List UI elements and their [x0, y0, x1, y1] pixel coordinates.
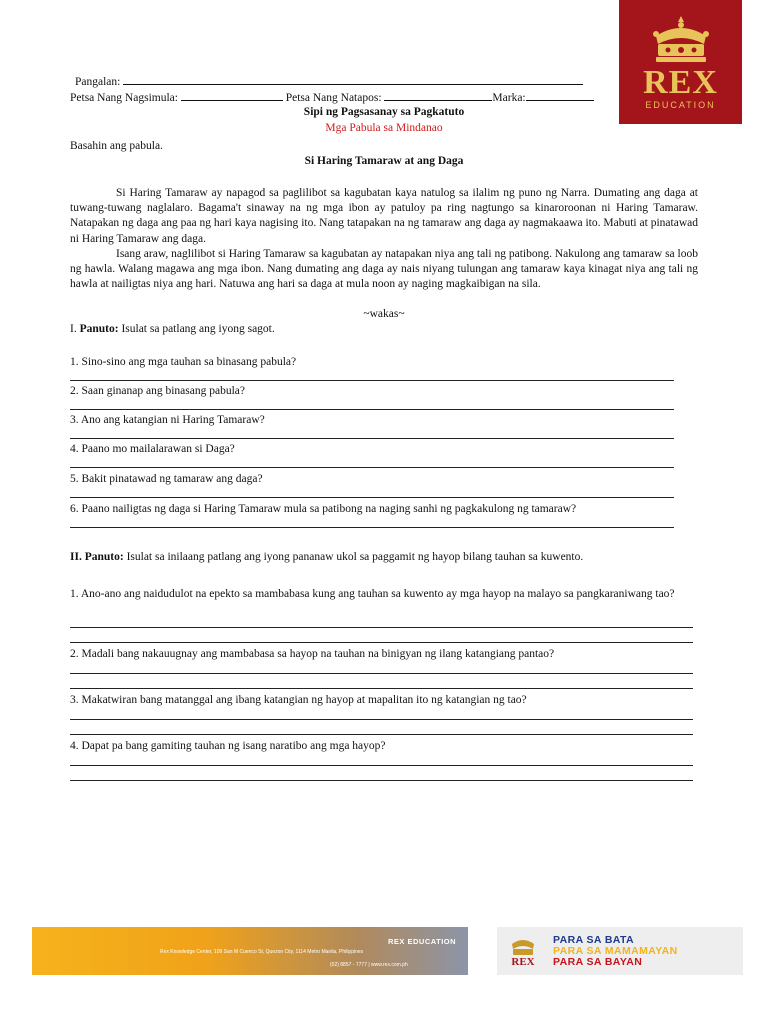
answer-line[interactable] — [70, 719, 693, 720]
part1-question-2: 2. Saan ginanap ang binasang pabula? — [70, 385, 245, 397]
footer-logo-icon — [506, 934, 540, 970]
slogan-line-1: PARA SA BATA — [553, 934, 635, 946]
part2-panuto: II. Panuto: — [70, 551, 124, 563]
answer-line[interactable] — [70, 467, 674, 468]
part1-question-3: 3. Ano ang katangian ni Haring Tamaraw? — [70, 414, 265, 426]
part2-question-1: 1. Ano-ano ang naidudulot na epekto sa mambabasa kung ang tauhan sa kuwento ay mga hayop na malayo sa pangkaraniwang tao? — [70, 588, 675, 600]
part1-question-1: 1. Sino-sino ang mga tauhan sa binasang pabula? — [70, 356, 297, 368]
answer-line[interactable] — [70, 627, 693, 628]
answer-line[interactable] — [70, 673, 693, 674]
slogan-line-3: PARA SA BAYAN — [553, 956, 643, 968]
story-body — [70, 186, 698, 292]
score-line[interactable] — [526, 90, 594, 101]
answer-line[interactable] — [70, 497, 674, 498]
part2-question-4: 4. Dapat pa bang gamiting tauhan ng isang naratibo ang mga hayop? — [70, 740, 386, 752]
instruction-text: Basahin ang pabula. — [70, 140, 163, 152]
story-paragraph-2: Isang araw, naglilibot si Haring Tamaraw sa kagubatan ay natapakan niya ang tali ng patibong. Nakulong ang tamaraw sa loob ng hawla. Walang magawa ang mga ibon. Nang dumating ang daga ay nais niyang tulungan ang tamaraw kaya kinagat niya ang tali ng hawla at nailigtas niya ang hari. Natuwa ang hari sa daga at mula noon ay naging magkaibigan na sila. — [70, 247, 698, 291]
end-date-label: Petsa Nang Natapos: — [285, 92, 382, 104]
answer-line[interactable] — [70, 734, 693, 735]
start-date-label: Petsa Nang Nagsimula: — [70, 92, 178, 104]
start-date-line[interactable] — [181, 90, 283, 101]
name-line[interactable] — [123, 74, 583, 85]
story-end: ~wakas~ — [363, 308, 405, 320]
part1-question-5: 5. Bakit pinatawad ng tamaraw ang daga? — [70, 473, 263, 485]
name-field[interactable] — [75, 74, 583, 88]
part1-question-4: 4. Paano mo mailalarawan si Daga? — [70, 443, 235, 455]
footer-logo-text: REX — [511, 956, 535, 968]
part1-label: I. — [70, 323, 80, 335]
part2-question-2: 2. Madali bang nakauugnay ang mambabasa sa hayop na tauhan na binigyan ng ilang katangiang pantao? — [70, 648, 555, 660]
part1-instruction: Isulat sa patlang ang iyong sagot. — [118, 323, 275, 335]
part1-heading — [70, 323, 275, 335]
part2-question-3: 3. Makatwiran bang matanggal ang ibang katangian ng hayop at mapalitan ito ng katangian ng tao? — [70, 694, 527, 706]
answer-line[interactable] — [70, 438, 674, 439]
worksheet-subtitle: Mga Pabula sa Mindanao — [325, 122, 443, 134]
answer-line[interactable] — [70, 688, 693, 689]
date-fields — [70, 90, 594, 104]
part2-instruction: Isulat sa inilaang patlang ang iyong pananaw ukol sa paggamit ng hayop bilang tauhan sa kuwento. — [123, 551, 584, 563]
crown-icon — [644, 14, 718, 66]
story-paragraph-1: Si Haring Tamaraw ay napagod sa paglilibot sa kagubatan kaya natulog sa ilalim ng puno ng Narra. Dumating ang daga at tuwang-tuwang naglalaro. Bagama't sinaway na ng mga ibon ay patuloy pa ring nagtungo sa kinaroroonan ni Haring Tamaraw. Natapakan ng daga ang paa ng hari kaya nagising ito. Nang tatapakan na ng tamaraw ang daga ay nagmakaawa ito. Mabuti at pinatawad ni Haring Tamaraw ang daga. — [70, 187, 698, 245]
answer-line[interactable] — [70, 527, 674, 528]
answer-line[interactable] — [70, 642, 693, 643]
answer-line[interactable] — [70, 780, 693, 781]
slogan-line-2: PARA SA MAMAMAYAN — [553, 945, 678, 957]
name-label: Pangalan: — [75, 76, 121, 88]
part1-question-6: 6. Paano nailigtas ng daga si Haring Tamaraw mula sa patibong na naging sanhi ng pagkakulong ng tamaraw? — [70, 503, 577, 515]
answer-line[interactable] — [70, 409, 674, 410]
footer-contact: (02) 8857 - 7777 | www.rex.com.ph — [330, 962, 408, 968]
worksheet-title: Sipi ng Pagsasanay sa Pagkatuto — [303, 106, 465, 118]
part1-panuto: Panuto: — [79, 323, 119, 335]
footer-address: Rex Knowledge Center, 109 San M Cuenco St, Quezon City, 1114 Metro Manila, Philippines — [160, 949, 364, 955]
end-date-line[interactable] — [384, 90, 492, 101]
story-title: Si Haring Tamaraw at ang Daga — [304, 155, 464, 167]
footer-title: REX EDUCATION — [388, 937, 457, 946]
part2-heading — [70, 551, 583, 563]
score-label: Marka: — [492, 92, 526, 104]
logo-name: REX — [643, 64, 718, 101]
answer-line[interactable] — [70, 380, 674, 381]
logo-subtitle: EDUCATION — [645, 100, 716, 110]
answer-line[interactable] — [70, 765, 693, 766]
